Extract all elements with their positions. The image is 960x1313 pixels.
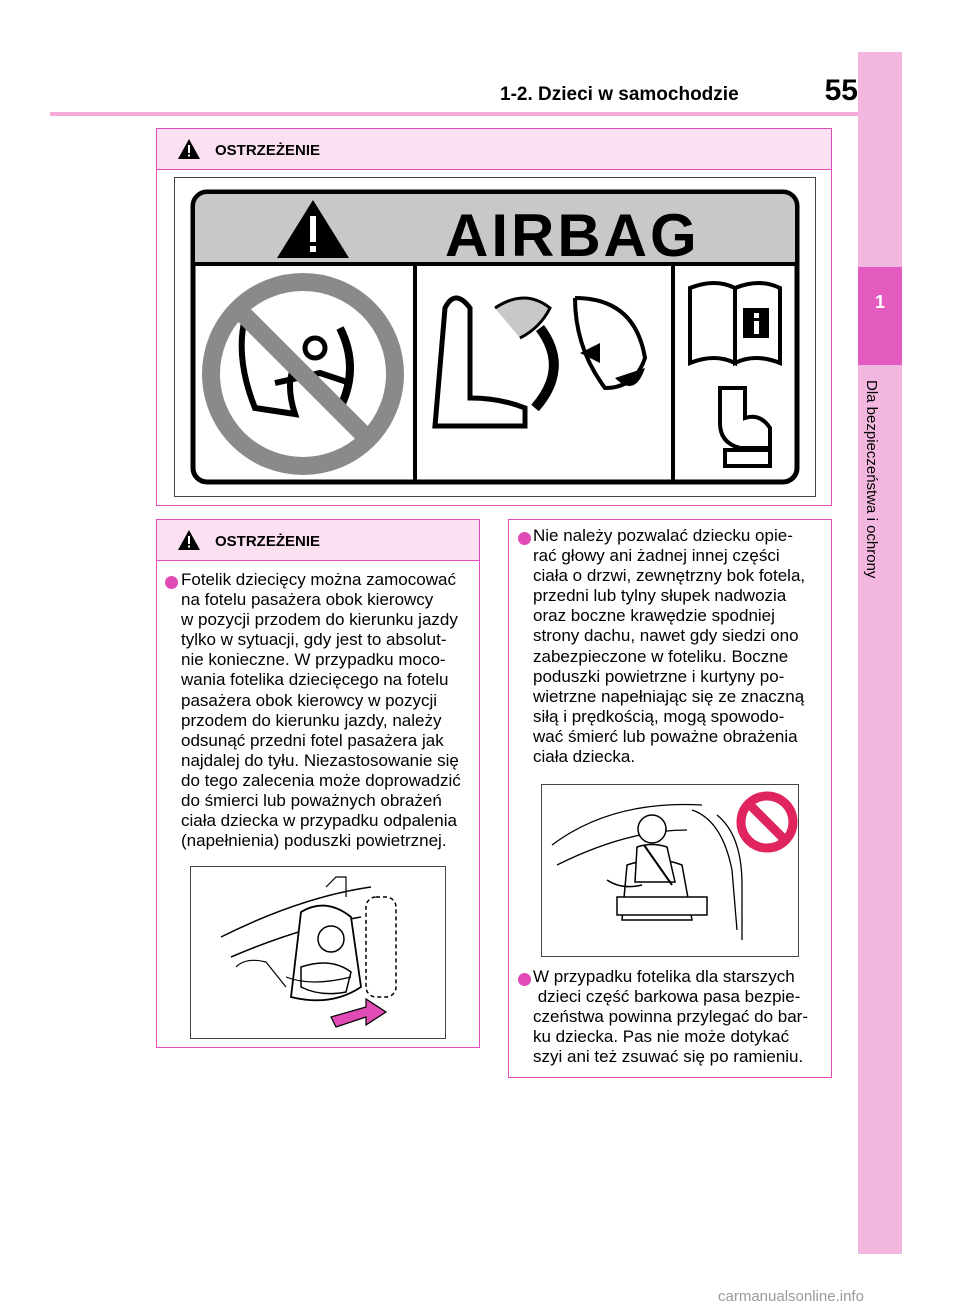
- section-title: 1-2. Dzieci w samochodzie: [500, 84, 739, 105]
- child-seat-warning-text: Fotelik dziecięcy można zamocować na fotelu pasażera obok kierowcy w pozycji przodem do kierunku jazdy tylko w sytuacji, gdy jest to absolut- nie konieczne. W przypadku moco- wania fotelika dziecięcego na fotelu pasażera obok kierowcy w pozycji przodem do kierunku jazdy, należy odsunąć przedni fotel pasażera jak najdalej do tyłu. Niezastosowanie się do tego zalecenia może doprowadzić do śmierci lub poważnych obrażeń ciała dziecka w przypadku odpalenia (napełnienia) poduszki powietrznej.: [181, 570, 461, 851]
- warning-box-child-seat: [156, 519, 480, 1048]
- airbag-word: AIRBAG: [445, 202, 700, 269]
- warning-triangle-icon: [177, 529, 201, 551]
- warning-label: OSTRZEŻENIE: [215, 142, 321, 159]
- forward-facing-child-seat-illustration: [190, 866, 446, 1039]
- header-rule: [50, 112, 860, 116]
- warning-triangle-icon: [177, 138, 201, 160]
- page-number: 55: [824, 74, 858, 107]
- warning-box-airbag: [156, 128, 832, 506]
- chapter-title: Dla bezpieczeństwa i ochrony: [863, 380, 880, 579]
- chapter-side-tab: [858, 52, 902, 1254]
- child-position-warning-text: Nie należy pozwalać dziecku opie- rać głowy ani żadnej innej części ciała o drzwi, zewnętrzny bok fotela, przedni lub tylny słupek nadwozia oraz boczne krawędzie spodniej strony dachu, nawet gdy siedzi ono zabezpieczone w foteliku. Boczne poduszki powietrzne i kurtyny po- wietrzne napełniając się ze znaczną siłą i prędkością, mogą spowodo- wać śmierć lub poważne obrażenia ciała dziecka.: [533, 526, 806, 767]
- chapter-number-tab: 1: [858, 267, 902, 365]
- shoulder-belt-warning-text: W przypadku fotelika dla starszych dzieci część barkowa pasa bezpie- czeństwa powinna przylegać do bar- ku dziecka. Pas nie może dotykać szyi ani też zsuwać się po ramieniu.: [533, 967, 808, 1067]
- bullet-icon: [518, 532, 531, 545]
- warning-box-child-position: [508, 519, 832, 1078]
- prohibition-icon: [741, 796, 793, 848]
- warning-label: OSTRZEŻENIE: [215, 533, 321, 550]
- warning-header: [157, 129, 831, 170]
- airbag-caution-label-image: [174, 177, 816, 497]
- watermark: carmanualsonline.info: [718, 1288, 864, 1305]
- bullet-icon: [518, 973, 531, 986]
- warning-header: [157, 520, 479, 561]
- bullet-icon: [165, 576, 178, 589]
- booster-seat-prohibited-illustration: [541, 784, 799, 957]
